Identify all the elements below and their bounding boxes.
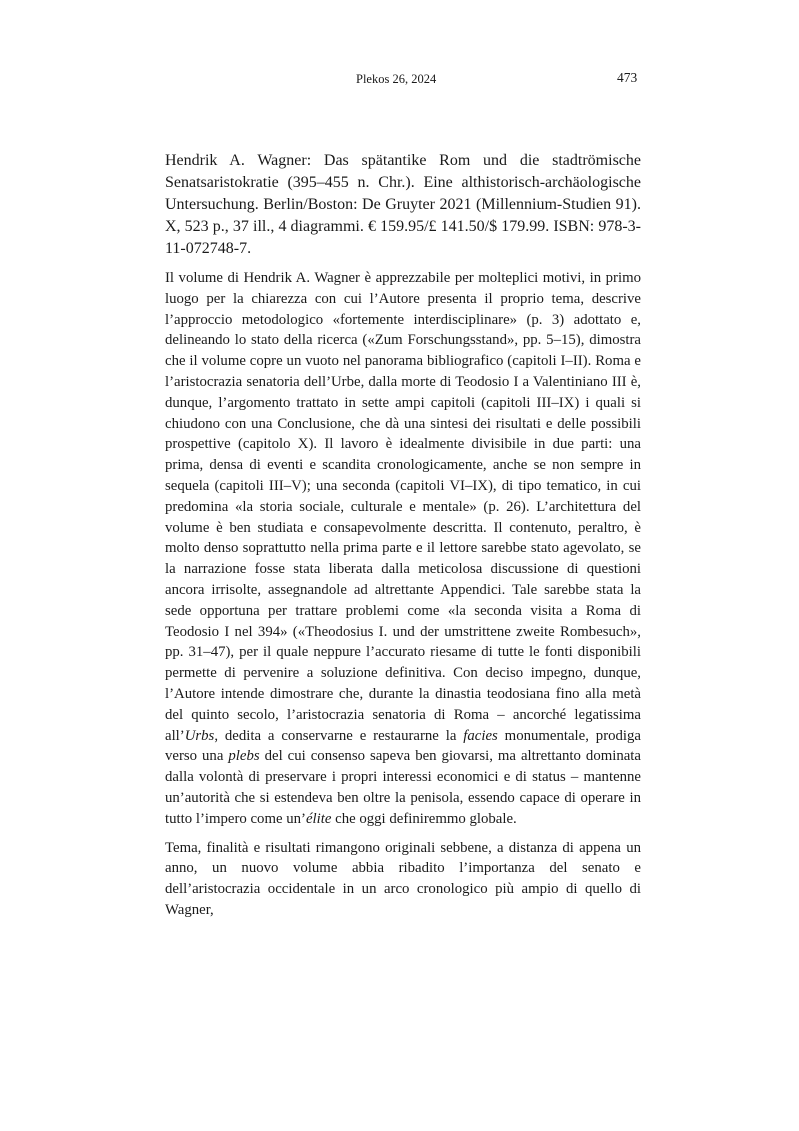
paragraph-1-text-b: , dedita a conservarne e restaurarne la <box>214 727 464 744</box>
paragraph-2: Tema, finalità e risultati rimangono originali sebbene, a distanza di appena un anno, un nuovo volume abbia ribadito l’importanza del senato e dell’aristocrazia occidentale in un arco cronologico più ampio di quello di Wagner, <box>165 839 641 918</box>
running-head: Plekos 26, 2024 <box>356 72 437 86</box>
book-citation: Hendrik A. Wagner: Das spätantike Rom und die stadtrömische Senatsaristokratie (395–455 n. Chr.). Eine althistorisch-archäologische Untersuchung. Berlin/Boston: De Gruyter 2021 (Millennium-Studien 91). X, 523 p., 37 ill., 4 diagrammi. € 159.95/£ 141.50/$ 179.99. ISBN: 978-3-11-072748-7. <box>165 152 641 257</box>
page-number: 473 <box>617 70 638 85</box>
paragraph-1-text-a: Il volume di Hendrik A. Wagner è apprezzabile per molteplici motivi, in primo luogo per la chiarezza con cui l’Autore presenta il proprio tema, descrive l’approccio metodologico «fortemente interdisciplinare» (p. 3) adottato e, delineando lo stato della ricerca («Zum Forschungsstand», pp. 5–15), dimostra che il volume copre un vuoto nel panorama bibliografico (capitoli I–II). Roma e l’aristocrazia senatoria dell’Urbe, dalla morte di Teodosio I a Valentiniano III è, dunque, l’argomento trattato in sette ampi capitoli (capitoli III–IX) i quali si chiudono con una Conclusione, che dà una sintesi dei risultati e delle possibili prospettive (capitolo X). Il lavoro è idealmente divisibile in due parti: una prima, densa di eventi e scandita cronologicamente, anche se non sempre in sequela (capitoli III–V); una seconda (capitoli VI–IX), di tipo tematico, in cui predomina «la storia sociale, culturale e mentale» (p. 26). L’architettura del volume è ben studiata e consapevolmente descritta. Il contenuto, peraltro, è molto denso soprattutto nella prima parte e il lettore sarebbe stato agevolato, se la narrazione fosse stata liberata dalla meticolosa discussione di questioni ancora irrisolte, assegnandole ad altrettante Appendici. Tale sarebbe stata la sede opportuna per trattare problemi come «la seconda visita a Roma di Teodosio I nel 394» («Theodosius I. und der umstrittene zweite Rombesuch», pp. 31–47), per il quale neppure l’accurato riesame di tutte le fonti disponibili permette di pervenire a soluzione definitiva. Con deciso impegno, dunque, l’Autore intende dimostrare che, durante la dinastia teodosiana fino alla metà del quinto secolo, l’aristocrazia senatoria di Roma – ancorché legatissima all’ <box>165 270 641 744</box>
paragraph-1 <box>165 268 641 830</box>
italic-plebs: plebs <box>228 748 260 765</box>
paragraph-1-text-c: monumentale, prodiga verso una <box>165 727 641 765</box>
italic-urbs: Urbs <box>184 727 215 744</box>
paragraph-1-text-e: che oggi definiremmo globale. <box>331 810 517 827</box>
italic-elite: élite <box>305 810 332 827</box>
paragraph-1-text-d: del cui consenso sapeva ben giovarsi, ma altrettanto dominata dalla volontà di preservare i propri interessi economici e di status – mantenne un’autorità che si estendeva ben oltre la penisola, essendo capace di operare in tutto l’impero come un’ <box>165 748 641 827</box>
review-body <box>165 268 641 929</box>
italic-facies: facies <box>463 727 498 744</box>
